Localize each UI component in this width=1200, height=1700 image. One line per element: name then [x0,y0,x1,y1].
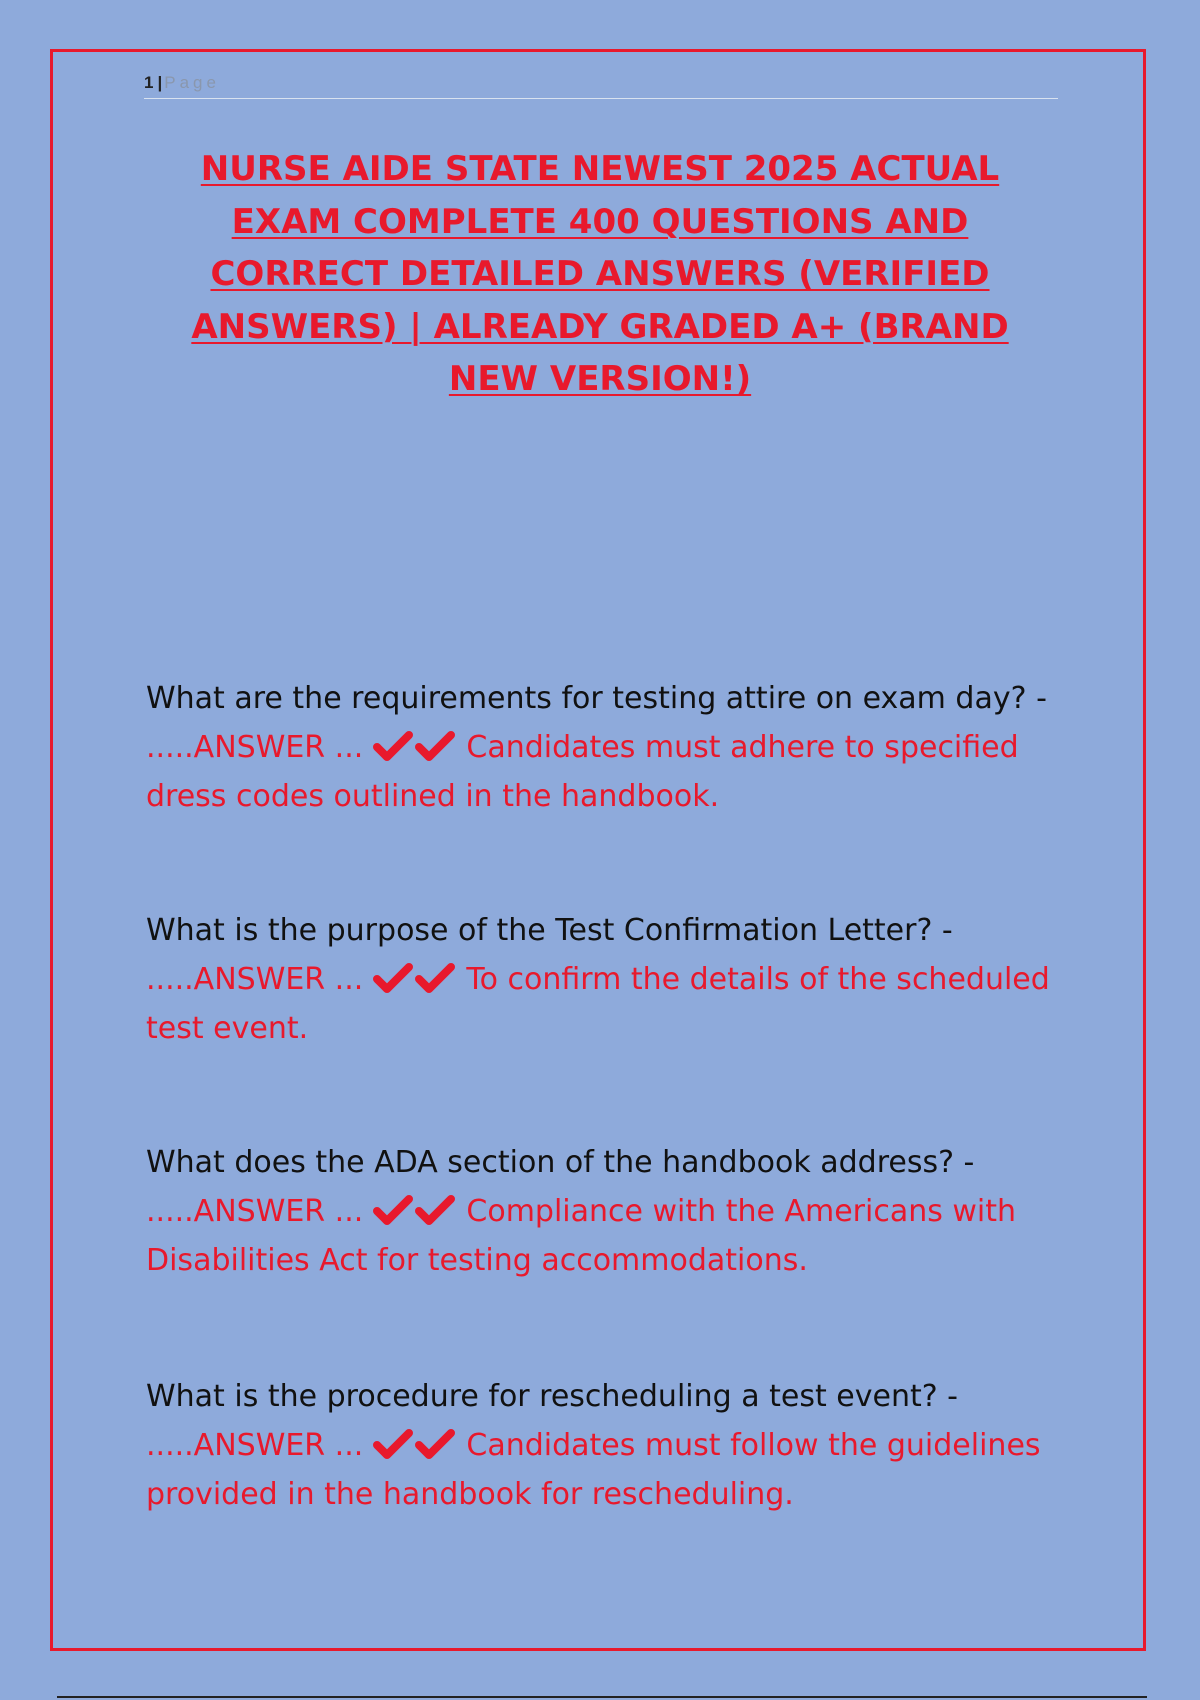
title-line: NEW VERSION!) [448,359,752,399]
answer-text: To confirm the details of the scheduled test event. [146,962,1050,1046]
answer-prefix: .....ANSWER ... [146,962,364,997]
document-title [150,143,1050,406]
checkmark-icon [415,963,457,993]
page-header [144,70,1058,99]
checkmark-icon [415,1429,457,1459]
page-number: 1 [144,73,154,92]
checkmark-icon [373,1429,415,1459]
qa-item [146,674,1066,821]
title-line: NURSE AIDE STATE NEWEST 2025 ACTUAL [200,149,1000,189]
qa-item [146,1372,1066,1519]
checkmark-icon [373,1195,415,1225]
answer-prefix: .....ANSWER ... [146,1428,364,1463]
question-text: What is the procedure for rescheduling a test event? - [146,1379,959,1414]
answer-text: Candidates must adhere to specified dress codes outlined in the handbook. [146,730,1019,814]
qa-item [146,906,1066,1053]
question-text: What is the purpose of the Test Confirmation Letter? - [146,913,953,948]
answer-text: Candidates must follow the guidelines provided in the handbook for rescheduling. [146,1428,1041,1512]
title-line: EXAM COMPLETE 400 QUESTIONS AND [231,201,969,242]
title-line: CORRECT DETAILED ANSWERS (VERIFIED [210,254,990,294]
bottom-divider [57,1696,1147,1698]
page-label: Page [164,73,220,92]
answer-text: Compliance with the Americans with Disabilities Act for testing accommodations. [146,1194,1017,1278]
qa-item [146,1138,1066,1285]
checkmark-icon [415,1195,457,1225]
page-separator: | [157,73,163,92]
answer-prefix: .....ANSWER ... [146,1194,364,1229]
checkmark-icon [373,963,415,993]
title-line: ANSWERS) | ALREADY GRADED A+ (BRAND [191,306,1009,347]
checkmark-icon [373,731,415,761]
question-text: What are the requirements for testing attire on exam day? - [146,681,1047,716]
checkmark-icon [415,731,457,761]
question-text: What does the ADA section of the handbook address? - [146,1145,975,1180]
answer-prefix: .....ANSWER ... [146,730,364,765]
